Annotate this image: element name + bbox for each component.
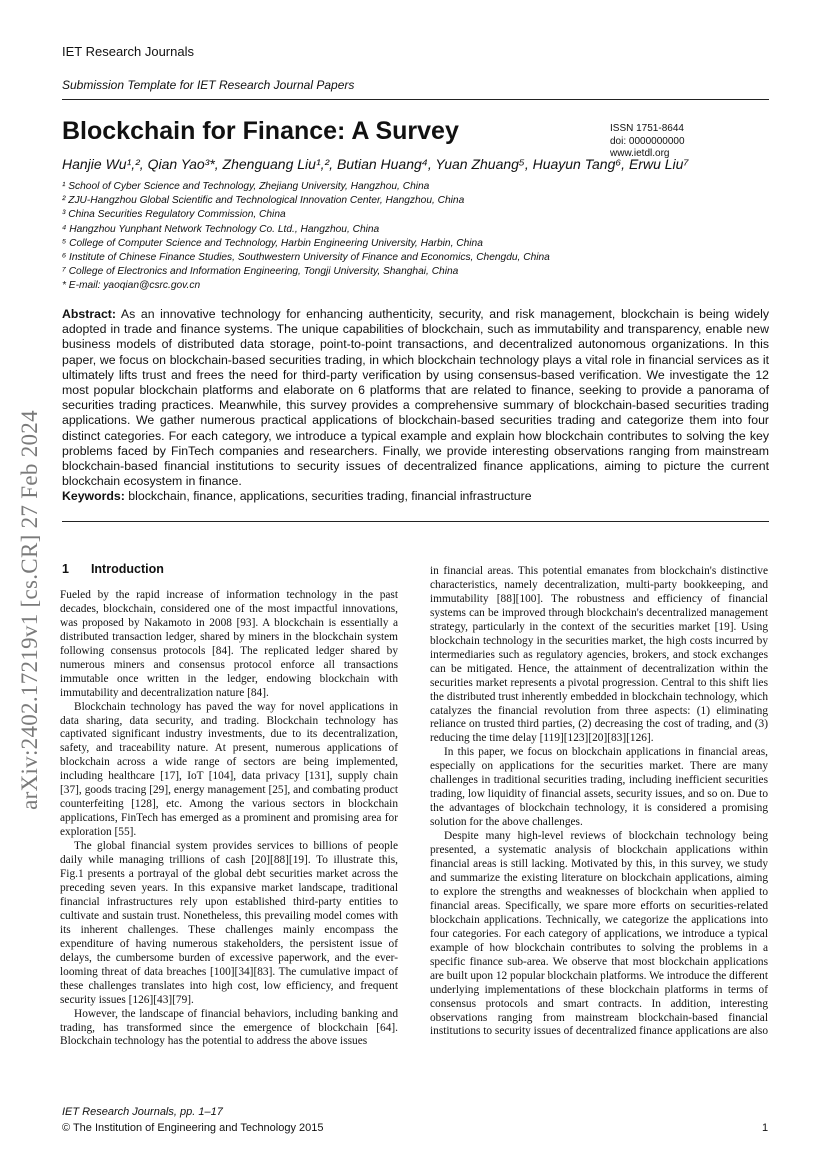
doi: doi: 0000000000 [610, 135, 685, 147]
paragraph: Fueled by the rapid increase of information technology in the past decades, blockchain, considered one of the most impactful innovations, was proposed by Nakamoto in 2008 [93]. A blockchain is essentially a distributed transaction ledger, shared by miners in the blockchain system following consensus protocols [84]. The replicated ledger shared by numerous miners and consensus protocol enforce all transactions immutable once written in the ledger, endowing blockchain with immutability and decentralization nature [84]. [60, 588, 398, 699]
corresponding-email[interactable]: * E-mail: yaoqian@csrc.gov.cn [62, 280, 201, 292]
affiliation-1: ¹ School of Cyber Science and Technology, Zhejiang University, Hangzhou, China [62, 181, 430, 192]
abstract-rule [62, 521, 769, 522]
paragraph: In this paper, we focus on blockchain applications in financial areas, especially on applications for the securities market. There are many challenges in traditional securities trading, including inefficient securities trading, low liquidity of financial assets, security issues, and so on. Due to the advantages of blockchain technology, it is considered a promising solution for the above challenges. [430, 746, 768, 829]
affiliation-3: ³ China Securities Regulatory Commission, China [62, 209, 286, 221]
footer-copyright: © The Institution of Engineering and Technology 2015 [62, 1122, 324, 1134]
template-subtitle: Submission Template for IET Research Journal Papers [62, 78, 355, 92]
left-column [60, 561, 398, 1049]
section-number: 1 [62, 562, 69, 576]
affiliation-4: ⁴ Hangzhou Yunphant Network Technology Co. Ltd., Hangzhou, China [62, 223, 380, 235]
affiliation-7: ⁷ College of Electronics and Information Engineering, Tongji University, Shanghai, China [62, 266, 459, 278]
paragraph: in financial areas. This potential emanates from blockchain's distinctive characteristics, namely decentralization, multi-party bookkeeping, and immutability [88][100]. The robustness and efficiency of financial systems can be improved through blockchain's decentralized management strategy, particularly in the context of the securities market [19]. Using blockchain technology in the securities market, the high costs incurred by intermediaries such as regulatory agencies, brokers, and stock exchanges can be mitigated. Hence, the attainment of decentralization within the securities market represents a pivotal progression. Central to this shift lies the distributed trust inherently embedded in blockchain technology, which catalyzes the financial revolution from three aspects: (1) eliminating reliance on trusted third parties, (2) decreasing the cost of trading, and (3) reducing the time delay [119][123][20][83][126]. [430, 565, 768, 745]
paragraph: Blockchain technology has paved the way for novel applications in data sharing, data security, and trading. Blockchain technology has captivated significant industry investments, due to its decentralization, safety, and traceability nature. At present, numerous applications of blockchain across a wide range of sectors are being implemented, including healthcare [17], IoT [104], data privacy [131], supply chain [37], goods tracing [29], energy management [25], and combating product counterfeiting [128], etc. Among the various sectors in blockchain applications, FinTech has emerged as a prominent and promising area for exploration [55]. [60, 700, 398, 839]
keywords-text: blockchain, finance, applications, securities trading, financial infrastructure [128, 489, 532, 503]
footer-journal-pages: IET Research Journals, pp. 1–17 [62, 1106, 223, 1118]
journal-url[interactable]: www.ietdl.org [610, 148, 670, 159]
right-column [430, 565, 768, 1039]
affiliation-2: ² ZJU-Hangzhou Global Scientific and Technological Innovation Center, Hangzhou, China [62, 195, 465, 207]
header-rule [62, 99, 769, 100]
paragraph: However, the landscape of financial behaviors, including banking and trading, has transformed since the emergence of blockchain [64]. Blockchain technology has the potential to address the above issues [60, 1007, 398, 1048]
affiliation-5: ⁵ College of Computer Science and Technology, Harbin Engineering University, Harbin, China [62, 237, 483, 249]
page-number: 1 [762, 1122, 769, 1134]
issn: ISSN 1751-8644 [610, 123, 684, 134]
journal-name: IET Research Journals [62, 44, 194, 59]
section-title: Introduction [90, 562, 164, 576]
keywords-label: Keywords: [62, 489, 125, 503]
keywords [62, 489, 769, 503]
abstract-text: As an innovative technology for enhancing authenticity, security, and risk management, blockchain is being widely adopted in trade and finance systems. The unique capabilities of blockchain, such as immutability and transparency, enable new business models of distributed data storage, point-to-point transactions, and decentralized autonomous organizations. In this paper, we focus on blockchain-based securities trading, in which blockchain technology plays a vital role in financial services as it ultimately lifts trust and frees the need for third-party verification by using consensus-based verification. We investigate the 12 most popular blockchain platforms and elaborate on 6 platforms that are related to finance, seeking to provide a panorama of securities trading practices. Meanwhile, this survey provides a comprehensive summary of blockchain-based securities trading applications. We gather numerous practical applications of blockchain-based securities trading and categorize them into four distinct categories. For each category, we introduce a typical example and explain how blockchain contributes to solving the key problems faced by FinTech companies and researchers. Finally, we provide interesting observations ranging from mainstream blockchain-based financial institutions to security issues of decentralized finance applications, aiming to picture the current blockchain ecosystem in finance. [62, 307, 770, 489]
paragraph: Despite many high-level reviews of blockchain technology being presented, a systematic analysis of blockchain applications within financial areas is still lacking. Motivated by this, in this survey, we study and summarize the existing literature on blockchain applications, aiming to explore the strengths and weaknesses of blockchain when applied to financial areas. Specifically, we spare more efforts on securities-related blockchain applications. Technically, we categorize the applications into four categories. For each category of applications, we introduce a typical example of how blockchain contributes to solving the problems in a specific finance sub-area. We observe that most blockchain applications are built upon 12 popular blockchain platforms. We introduce the different underlying implementations of these blockchain platforms in terms of consensus protocols and smart contracts. In addition, interesting observations ranging from mainstream blockchain-based financial institutions to security issues of decentralized finance applications are also [430, 830, 769, 1038]
arxiv-stamp[interactable] [10, 370, 50, 850]
arxiv-id: arXiv:2402.17219v1 [cs.CR] 27 Feb 2024 [17, 410, 42, 810]
affiliation-list [62, 180, 550, 294]
section-heading [62, 563, 398, 577]
affiliation-6: ⁶ Institute of Chinese Finance Studies, Southwestern University of Finance and Economics, Chengdu, China [62, 252, 550, 264]
author-list: Hanjie Wu¹,², Qian Yao³*, Zhenguang Liu¹,², Butian Huang⁴, Yuan Zhuang⁵, Huayun Tang⁶, Erwu Liu⁷ [62, 156, 689, 172]
paper-title: Blockchain for Finance: A Survey [62, 117, 459, 145]
paragraph: The global financial system provides services to billions of people daily while managing trillions of cash [20][88][19]. To illustrate this, Fig.1 presents a portrayal of the global debt securities market across the preceding seven years. In this expansive market landscape, traditional financial infrastructures rely upon established third-party entities to cultivate and sustain trust. Nonetheless, this prevailing model comes with its inherent challenges. These challenges mainly encompass the expenditure of having numerous stakeholders, the persistent issue of delays, the cumbersome burden of excessive paperwork, and the ever-looming threat of data breaches [100][34][83]. The cumulative impact of these challenges translates into high cost, low efficiency, and frequent security issues [126][43][79]. [60, 840, 398, 1006]
issn-block [610, 123, 685, 161]
abstract-label: Abstract: [62, 307, 116, 321]
abstract [62, 307, 769, 489]
